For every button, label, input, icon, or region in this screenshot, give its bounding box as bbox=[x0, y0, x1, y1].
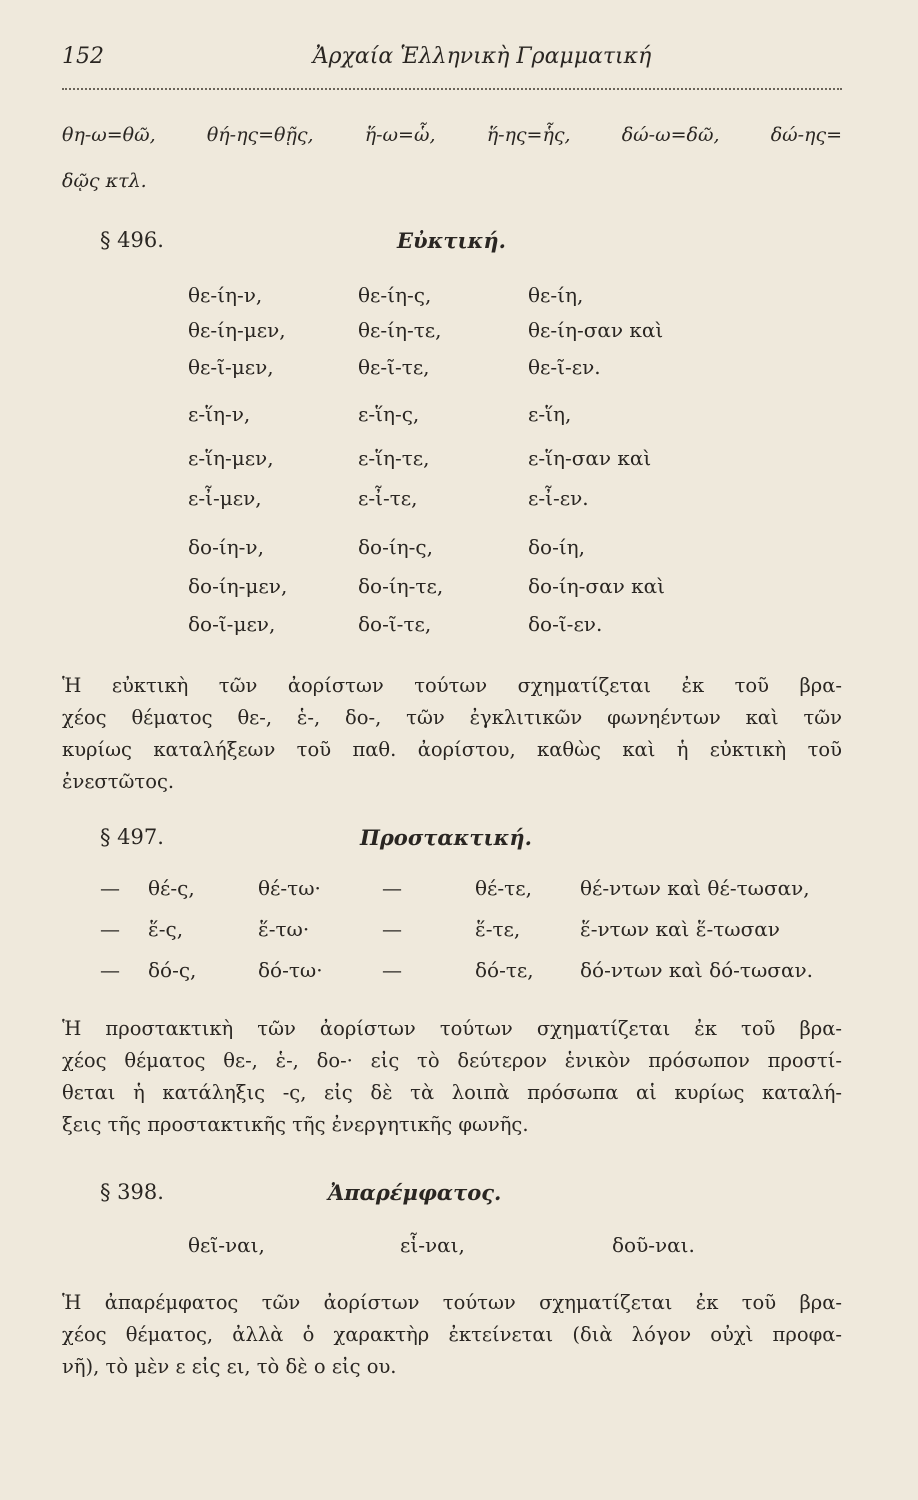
dash-cell: — bbox=[382, 958, 402, 982]
paragraph-line: χέος θέματος θε-, ἑ-, δο-· εἰς τὸ δεύτερον ἑνικὸν πρόσωπον προστί- bbox=[62, 1049, 842, 1072]
form-cell: ἕ-ς, bbox=[148, 917, 184, 941]
form-cell: εἷ-ναι, bbox=[400, 1233, 465, 1257]
form-cell: δο-ῖ-τε, bbox=[358, 612, 432, 636]
infinitive-paragraph bbox=[62, 1287, 842, 1383]
form-cell: ε-ἵη-τε, bbox=[358, 446, 430, 470]
form-cell: ε-ἶ-εν. bbox=[528, 486, 589, 510]
form-cell: θε-ίη-ν, bbox=[188, 283, 263, 307]
intro-line: θη-ω=θῶ, θή-ης=θῇς, ἥ-ω=ὧ, ἥ-ης=ἧς, δώ-ω=δῶ, δώ-ης= bbox=[62, 124, 842, 146]
section-number: § 496. bbox=[100, 228, 164, 252]
header-rule bbox=[62, 88, 842, 90]
form-cell: ε-ἶ-τε, bbox=[358, 486, 418, 510]
dash-cell: — bbox=[100, 876, 120, 900]
dash-cell: — bbox=[382, 917, 402, 941]
section-heading: Εὐκτική. bbox=[397, 228, 506, 253]
dash-cell: — bbox=[100, 917, 120, 941]
paragraph-line: χέος θέματος θε-, ἑ-, δο-, τῶν ἐγκλιτικῶν φωνηέντων καὶ τῶν bbox=[62, 706, 842, 729]
form-cell: δο-ίη-ν, bbox=[188, 535, 264, 559]
dash-cell: — bbox=[382, 876, 402, 900]
form-cell: δο-ίη-μεν, bbox=[188, 574, 288, 598]
form-cell: δο-ῖ-μεν, bbox=[188, 612, 276, 636]
form-cell: δο-ίη-τε, bbox=[358, 574, 444, 598]
running-title: Ἀρχαία Ἑλληνικὴ Γραμματική bbox=[312, 44, 652, 69]
form-cell: δο-ίη-ς, bbox=[358, 535, 433, 559]
form-cell: ἕ-τε, bbox=[475, 917, 521, 941]
form-cell: θε-ίη, bbox=[528, 283, 584, 307]
page-number: 152 bbox=[62, 44, 104, 69]
form-cell: δό-τε, bbox=[475, 958, 534, 982]
form-cell: θέ-τε, bbox=[475, 876, 532, 900]
form-cell: δό-ντων καὶ δό-τωσαν. bbox=[580, 958, 813, 982]
paragraph-line: Ἡ προστακτικὴ τῶν ἀορίστων τούτων σχηματίζεται ἐκ τοῦ βρα- bbox=[62, 1017, 842, 1040]
paragraph-line: Ἡ εὐκτικὴ τῶν ἀορίστων τούτων σχηματίζεται ἐκ τοῦ βρα- bbox=[62, 674, 842, 697]
paragraph-line: ξεις τῆς προστακτικῆς τῆς ἐνεργητικῆς φωνῆς. bbox=[62, 1113, 529, 1136]
section-heading: Ἀπαρέμφατος. bbox=[328, 1180, 502, 1205]
form-cell: ε-ἵη-μεν, bbox=[188, 446, 274, 470]
running-header bbox=[62, 44, 842, 84]
form-cell: δό-τω· bbox=[258, 958, 323, 982]
form-cell: θέ-τω· bbox=[258, 876, 321, 900]
optative-paragraph bbox=[62, 670, 842, 798]
form-cell: ε-ἵη, bbox=[528, 402, 572, 426]
form-cell: ἕ-ντων καὶ ἕ-τωσαν bbox=[580, 917, 780, 941]
paragraph-line: Ἡ ἀπαρέμφατος τῶν ἀορίστων τούτων σχηματίζεται ἐκ τοῦ βρα- bbox=[62, 1291, 842, 1314]
paragraph-line: νῆ), τὸ μὲν ε εἰς ει, τὸ δὲ ο εἰς ου. bbox=[62, 1355, 397, 1378]
form-cell: ἕ-τω· bbox=[258, 917, 310, 941]
imperative-paragraph bbox=[62, 1013, 842, 1141]
form-cell: θέ-ντων καὶ θέ-τωσαν, bbox=[580, 876, 810, 900]
section-number: § 497. bbox=[100, 825, 164, 849]
form-cell: ε-ἶ-μεν, bbox=[188, 486, 262, 510]
form-cell: θε-ίη-τε, bbox=[358, 318, 442, 342]
paragraph-line: κυρίως καταλήξεων τοῦ παθ. ἀορίστου, καθὼς καὶ ἡ εὐκτικὴ τοῦ bbox=[62, 738, 842, 761]
form-cell: δοῦ-ναι. bbox=[612, 1233, 695, 1257]
form-cell: θε-ίη-ς, bbox=[358, 283, 432, 307]
section-number: § 398. bbox=[100, 1180, 164, 1204]
form-cell: δο-ίη-σαν καὶ bbox=[528, 574, 665, 598]
form-cell: ε-ἵη-σαν καὶ bbox=[528, 446, 652, 470]
paragraph-line: ἐνεστῶτος. bbox=[62, 770, 175, 793]
form-cell: θε-ῖ-μεν, bbox=[188, 355, 274, 379]
form-cell: ε-ἵη-ν, bbox=[188, 402, 251, 426]
form-cell: θε-ίη-μεν, bbox=[188, 318, 286, 342]
form-cell: δο-ίη, bbox=[528, 535, 586, 559]
dash-cell: — bbox=[100, 958, 120, 982]
form-cell: δο-ῖ-εν. bbox=[528, 612, 603, 636]
form-cell: θεῖ-ναι, bbox=[188, 1233, 265, 1257]
form-cell: θε-ίη-σαν καὶ bbox=[528, 318, 664, 342]
form-cell: θε-ῖ-τε, bbox=[358, 355, 430, 379]
section-heading: Προστακτική. bbox=[360, 825, 532, 850]
intro-line: δῷς κτλ. bbox=[62, 170, 147, 192]
paragraph-line: χέος θέματος, ἀλλὰ ὁ χαρακτὴρ ἐκτείνεται (διὰ λόγον οὐχὶ προφα- bbox=[62, 1323, 842, 1346]
form-cell: θε-ῖ-εν. bbox=[528, 355, 601, 379]
paragraph-line: θεται ἡ κατάληξις -ς, εἰς δὲ τὰ λοιπὰ πρόσωπα αἱ κυρίως καταλή- bbox=[62, 1081, 842, 1104]
form-cell: θέ-ς, bbox=[148, 876, 195, 900]
form-cell: δό-ς, bbox=[148, 958, 197, 982]
form-cell: ε-ἵη-ς, bbox=[358, 402, 420, 426]
